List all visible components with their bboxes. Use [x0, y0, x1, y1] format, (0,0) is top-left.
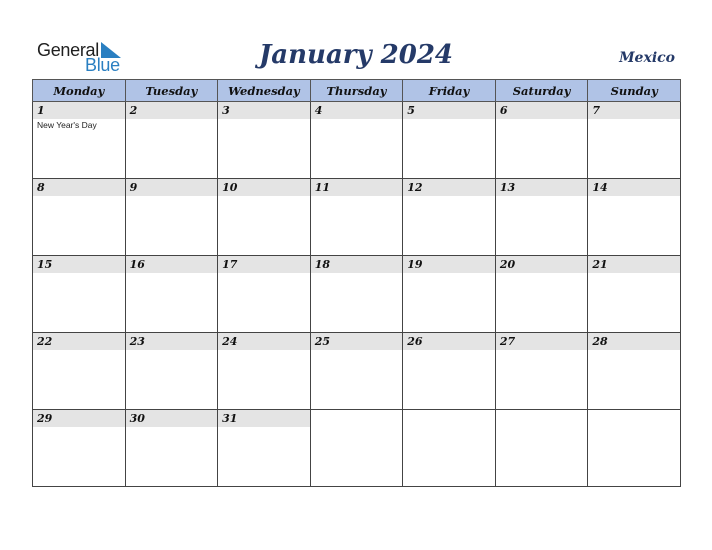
day-cell: [403, 179, 496, 256]
calendar-grid: [32, 79, 681, 487]
day-number: 30: [126, 410, 218, 427]
day-number: 8: [33, 179, 125, 196]
weekday-header: Wednesday: [218, 80, 311, 102]
day-number: 3: [218, 102, 310, 119]
calendar-week-row: [33, 333, 681, 410]
day-number: 12: [403, 179, 495, 196]
day-number: 27: [496, 333, 588, 350]
day-number: 18: [311, 256, 403, 273]
day-number: 22: [33, 333, 125, 350]
weekday-header-row: [33, 80, 681, 102]
day-number: 11: [311, 179, 403, 196]
day-cell: [125, 333, 218, 410]
day-cell: [33, 410, 126, 487]
day-number: 28: [588, 333, 680, 350]
calendar-week-row: [33, 102, 681, 179]
day-cell: [588, 179, 681, 256]
day-cell: [33, 333, 126, 410]
weekday-header: Friday: [403, 80, 496, 102]
day-cell: [125, 256, 218, 333]
day-cell: [403, 256, 496, 333]
day-cell: [218, 179, 311, 256]
day-cell: [218, 102, 311, 179]
calendar-week-row: [33, 179, 681, 256]
day-cell: [495, 256, 588, 333]
day-cell: [403, 410, 496, 487]
day-cell: [495, 102, 588, 179]
day-number: 9: [126, 179, 218, 196]
day-cell: [588, 333, 681, 410]
day-number: 25: [311, 333, 403, 350]
calendar-week-row: [33, 410, 681, 487]
day-cell: [403, 102, 496, 179]
day-number: 7: [588, 102, 680, 119]
weekday-header: Monday: [33, 80, 126, 102]
day-number: 31: [218, 410, 310, 427]
day-number: 26: [403, 333, 495, 350]
day-cell: [218, 333, 311, 410]
day-cell: [33, 256, 126, 333]
day-number: 16: [126, 256, 218, 273]
day-cell: [495, 410, 588, 487]
day-number: 23: [126, 333, 218, 350]
day-cell: [310, 333, 403, 410]
weekday-header: Saturday: [495, 80, 588, 102]
weekday-header: Tuesday: [125, 80, 218, 102]
weekday-header: Sunday: [588, 80, 681, 102]
day-cell: [310, 102, 403, 179]
day-cell: [125, 410, 218, 487]
logo-blue-text: Blue: [85, 55, 120, 75]
day-cell: [125, 179, 218, 256]
page-title: January 2024: [258, 40, 454, 70]
day-cell: [588, 410, 681, 487]
day-cell: [33, 179, 126, 256]
day-number: 19: [403, 256, 495, 273]
day-cell: [588, 256, 681, 333]
day-number: 4: [311, 102, 403, 119]
day-number: 17: [218, 256, 310, 273]
day-cell: [310, 256, 403, 333]
day-cell: [495, 179, 588, 256]
day-cell: [310, 179, 403, 256]
day-number: 10: [218, 179, 310, 196]
day-number: 15: [33, 256, 125, 273]
day-number: 6: [496, 102, 588, 119]
day-number: 24: [218, 333, 310, 350]
day-number: 1: [33, 102, 125, 119]
day-cell: [125, 102, 218, 179]
day-number: 29: [33, 410, 125, 427]
day-cell: [218, 256, 311, 333]
calendar-week-row: [33, 256, 681, 333]
holiday-label: New Year's Day: [37, 120, 97, 130]
day-number: 21: [588, 256, 680, 273]
day-cell: [218, 410, 311, 487]
day-number: 5: [403, 102, 495, 119]
day-cell: [403, 333, 496, 410]
day-cell: [33, 102, 126, 179]
day-cell: [310, 410, 403, 487]
day-number: 2: [126, 102, 218, 119]
day-cell: [495, 333, 588, 410]
day-cell: [588, 102, 681, 179]
country-label: Mexico: [619, 50, 675, 66]
day-number: 20: [496, 256, 588, 273]
weekday-header: Thursday: [310, 80, 403, 102]
day-number: 14: [588, 179, 680, 196]
logo-general-text: General: [37, 40, 99, 60]
day-number: 13: [496, 179, 588, 196]
